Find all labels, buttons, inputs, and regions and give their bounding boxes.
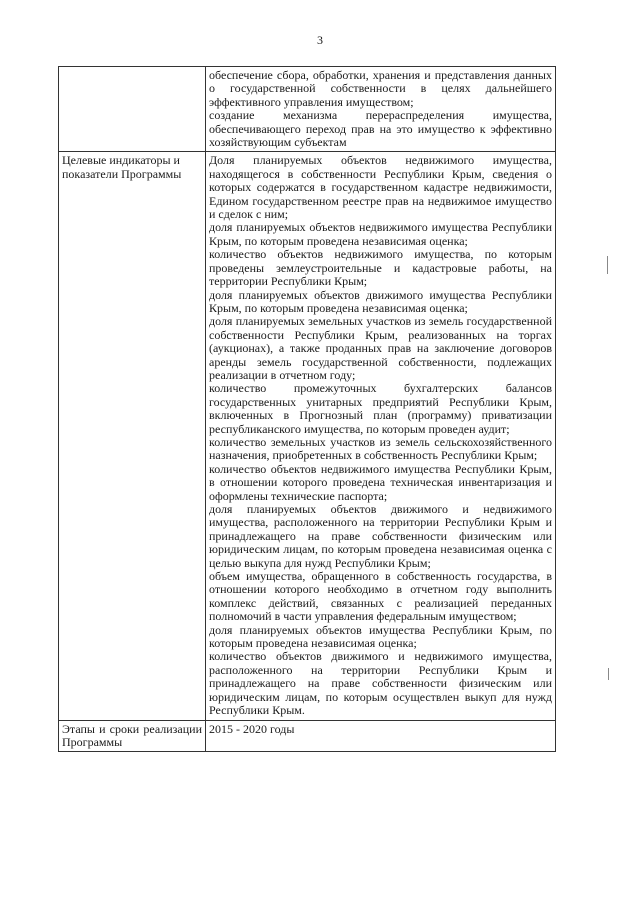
table-row xyxy=(59,720,556,752)
list-item: доля планируемых объектов движимого и недвижимого имущества, расположенного на территории Республики Крым и принадлежащего на праве собственности физическим или юридическим лицам, по которым проведена независимая оценка с целью выкупа для нужд Республики Крым; xyxy=(209,502,552,570)
list-item: объем имущества, обращенного в собственность государства, в отношении которого необходимо в отчетном году выполнить комплекс действий, связанных с реализацией переданных полномочий в части управления федеральным имуществом; xyxy=(209,569,552,624)
list-item: количество земельных участков из земель сельскохозяйственного назначения, приобретенных в собственность Республики Крым; xyxy=(209,434,552,463)
list-item: создание механизма перераспределения имущества, обеспечивающего переход прав на это имущество к эффективно хозяйствующим субъектам xyxy=(209,108,552,150)
row-content xyxy=(206,67,556,152)
list-item: 2015 - 2020 годы xyxy=(209,721,295,736)
row-label xyxy=(59,720,206,752)
list-item: доля планируемых объектов движимого имущества Республики Крым, по которым проведена независимая оценка; xyxy=(209,287,552,315)
list-item: количество промежуточных бухгалтерских балансов государственных унитарных предприятий Республики Крым, включенных в Прогнозный план (программу) приватизации республиканского имущества, по которым проведен аудит; xyxy=(209,381,552,436)
list-item: доля планируемых объектов имущества Республики Крым, по которым проведена независимая оценка; xyxy=(209,622,552,651)
scan-mark xyxy=(608,668,609,680)
page-number: 3 xyxy=(317,33,323,47)
row-label: Целевые индикаторы и показатели Программы xyxy=(59,152,206,720)
list-item: количество объектов недвижимого имущества, по которым проведены землеустроительные и кадастровые работы, на территории Республики Крым; xyxy=(209,247,552,289)
table-row xyxy=(59,152,556,720)
list-item: доля планируемых объектов недвижимого имущества Республики Крым, по которым проведена независимая оценка; xyxy=(209,220,552,248)
scan-mark xyxy=(607,256,608,274)
row-label-text: Этапы и сроки реализации Программы xyxy=(62,721,202,749)
program-passport-table xyxy=(58,66,556,752)
list-item: обеспечение сбора, обработки, хранения и представления данных о государственной собственности в целях дальнейшего эффективного управления имуществом; xyxy=(209,68,552,109)
row-content xyxy=(206,152,556,720)
row-label xyxy=(59,67,206,152)
list-item: Доля планируемых объектов недвижимого имущества, находящегося в собственности Республики Крым, сведения о которых содержатся в государственном кадастре недвижимости, Едином государственном реестре прав на недвижимое имущество и сделок с ним; xyxy=(209,153,552,222)
list-item: количество объектов недвижимого имущества Республики Крым, в отношении которого проведена техническая инвентаризация и оформлены технические паспорта; xyxy=(209,461,552,503)
table-row xyxy=(59,67,556,152)
list-item: доля планируемых земельных участков из земель государственной собственности Республики Крым, реализованных на торгах (аукционах), а также проданных прав на заключение договоров аренды земель государственной собственности, подлежащих реализации в отчетном году; xyxy=(209,314,552,382)
row-content xyxy=(206,720,556,752)
list-item: количество объектов движимого и недвижимого имущества, расположенного на территории Республики Крым и принадлежащего на праве собственности физическим или юридическим лицам, по которым осуществлен выкуп для нужд Республики Крым. xyxy=(209,649,552,718)
